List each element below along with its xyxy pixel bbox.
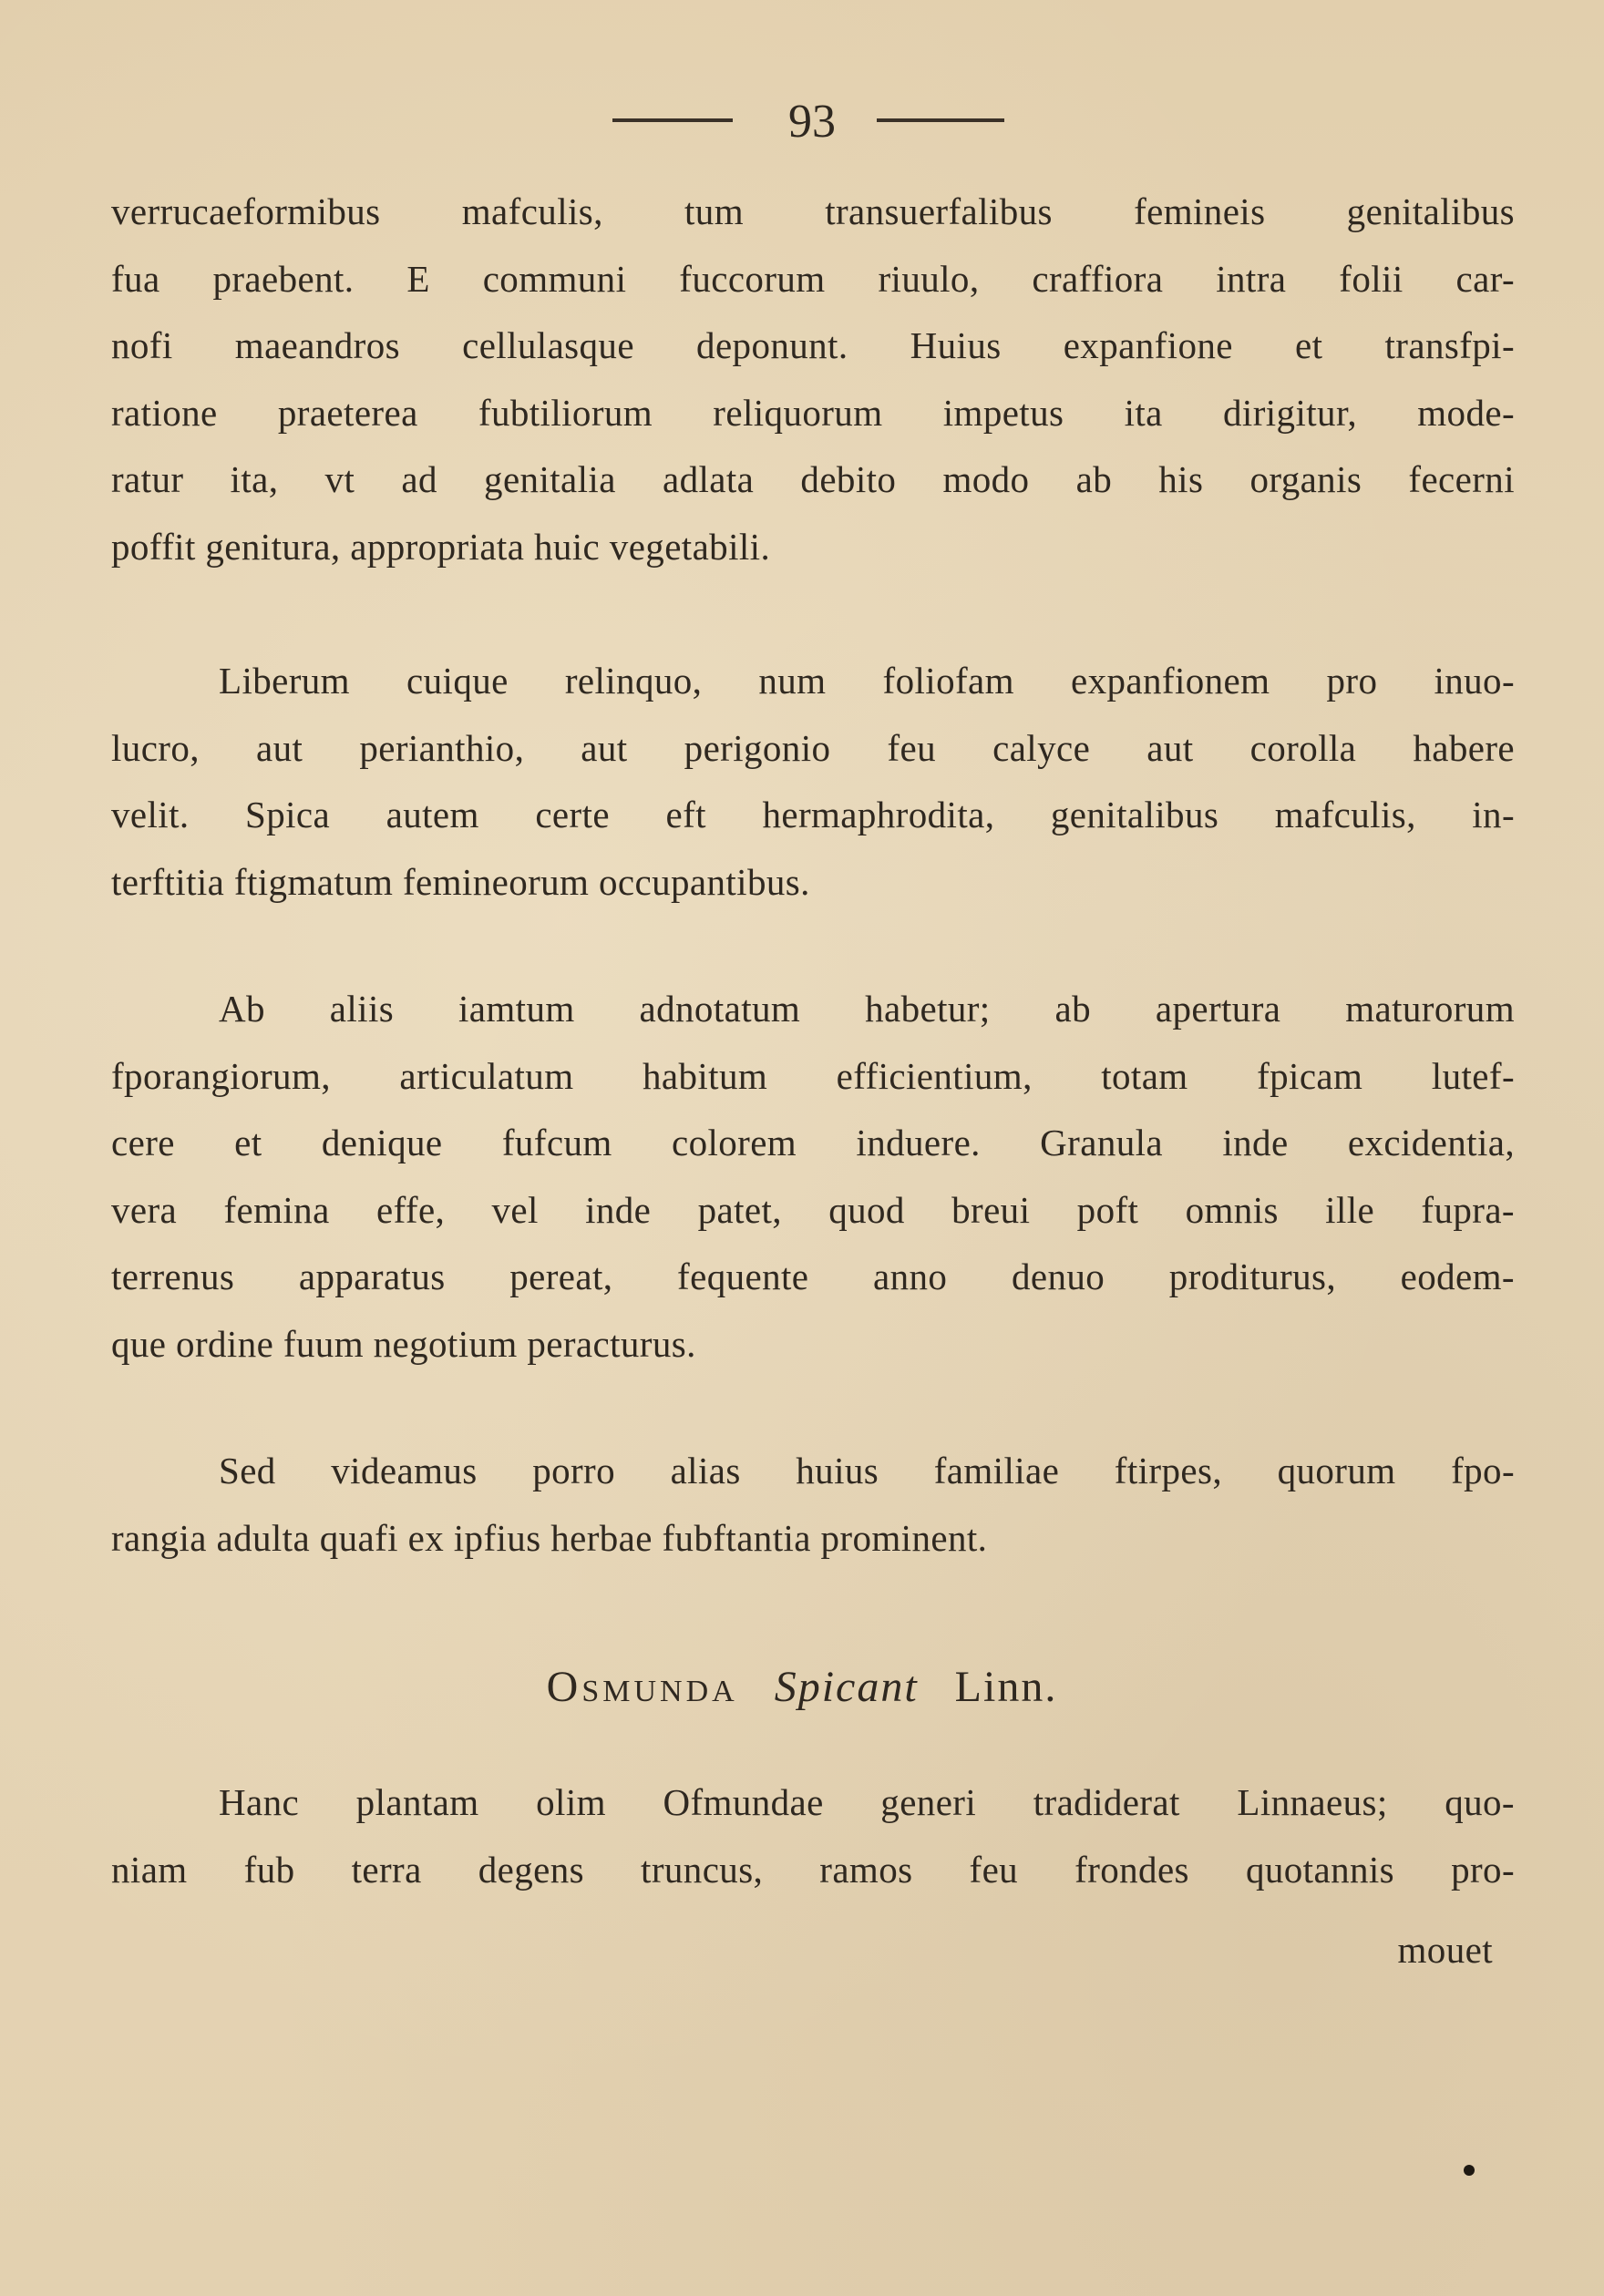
text-line: fporangiorum, articulatum habitum efficientium, totam fpicam lutef-: [111, 1054, 1515, 1097]
paragraph-3: [111, 976, 1515, 1378]
text-line: Liberum cuique relinquo, num foliofam expanfionem pro inuo-: [219, 660, 1515, 702]
header-rule-right: [877, 118, 1004, 122]
text-line: Ab aliis iamtum adnotatum habetur; ab apertura maturorum: [219, 988, 1515, 1030]
heading-genus: Osmunda: [546, 1663, 738, 1711]
text-line: terrenus apparatus pereat, fequente anno denuo proditurus, eodem-: [111, 1256, 1515, 1297]
text-line: velit. Spica autem certe eft hermaphrodita, genitalibus mafculis, in-: [111, 794, 1515, 835]
ink-spot: [1464, 2165, 1475, 2176]
heading-authority: Linn.: [954, 1663, 1058, 1711]
page-number: 93: [788, 96, 836, 148]
paragraph-5: [111, 1769, 1515, 1903]
text-line: niam fub terra degens truncus, ramos feu frondes quotannis pro-: [111, 1848, 1515, 1891]
text-line: cere et denique fufcum colorem induere. Granula inde excidentia,: [111, 1122, 1515, 1163]
text-line: vera femina effe, vel inde patet, quod breui poft omnis ille fupra-: [111, 1188, 1515, 1231]
paragraph-4: [111, 1438, 1515, 1572]
heading-species: Spicant: [774, 1663, 919, 1711]
text-line: Hanc plantam olim Ofmundae generi tradiderat Linnaeus; quo-: [219, 1781, 1515, 1823]
running-head: [0, 98, 1604, 153]
text-line: fua praebent. E communi fuccorum riuulo, craffiora intra folii car-: [111, 257, 1515, 300]
text-line: que ordine fuum negotium peracturus.: [111, 1322, 696, 1365]
text-line: verrucaeformibus mafculis, tum transuerfalibus femineis genitalibus: [111, 190, 1515, 232]
section-heading: [0, 1658, 1604, 1717]
text-line: poffit genitura, appropriata huic vegetabili.: [111, 525, 771, 568]
text-line: terftitia ftigmatum femineorum occupantibus.: [111, 860, 810, 903]
paragraph-2: [111, 648, 1515, 916]
text-line: rangia adulta quafi ex ipfius herbae fubftantia prominent.: [111, 1516, 988, 1559]
text-line: ratur ita, vt ad genitalia adlata debito modo ab his organis fecerni: [111, 458, 1515, 500]
catchword: mouet: [1397, 1929, 1493, 1971]
text-line: ratione praeterea fubtiliorum reliquorum impetus ita dirigitur, mode-: [111, 391, 1515, 434]
text-line: Sed videamus porro alias huius familiae ftirpes, quorum fpo-: [219, 1450, 1515, 1491]
paragraph-1: [111, 179, 1515, 580]
text-line: lucro, aut perianthio, aut perigonio feu calyce aut corolla habere: [111, 726, 1515, 769]
header-rule-left: [612, 118, 733, 122]
text-line: nofi maeandros cellulasque deponunt. Huius expanfione et transfpi-: [111, 324, 1515, 366]
